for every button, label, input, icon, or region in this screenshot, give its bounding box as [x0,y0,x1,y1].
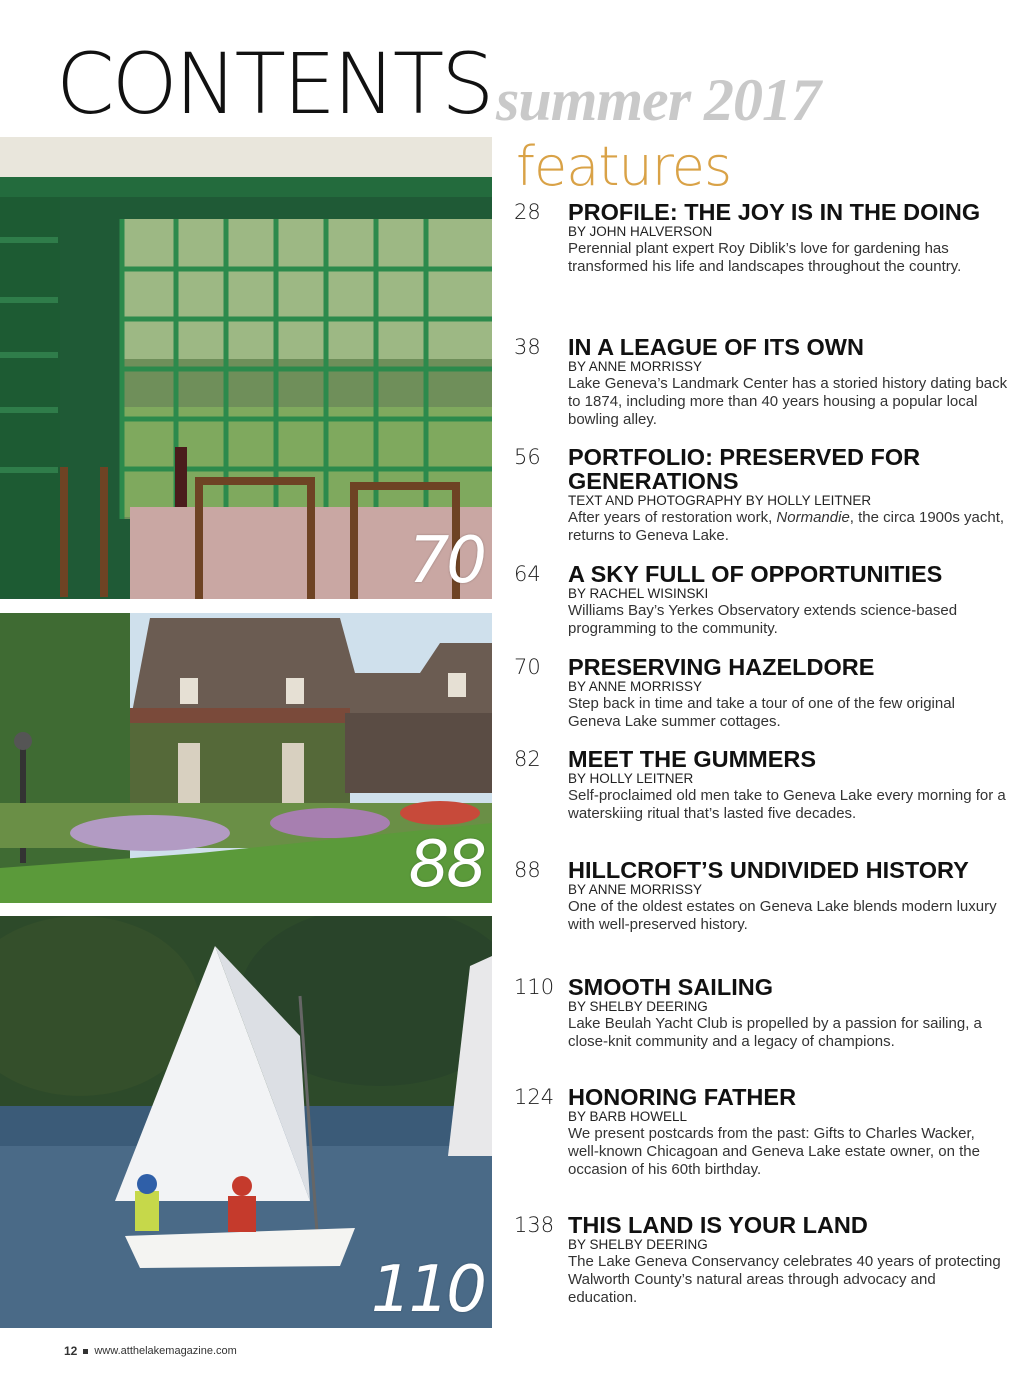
feature-description [568,509,1008,545]
feature-byline: BY JOHN HALVERSON [568,224,713,239]
photo-page-ref: 88 [408,828,484,902]
feature-title[interactable]: THIS LAND IS YOUR LAND [568,1212,868,1238]
feature-title[interactable]: A SKY FULL OF OPPORTUNITIES [568,561,943,587]
feature-byline: BY SHELBY DEERING [568,999,708,1014]
feature-title[interactable]: PORTFOLIO: PRESERVED FOR GENERATIONS [568,444,921,494]
feature-description-prefix: After years of restoration work, [568,509,777,526]
feature-page-number: 38 [514,335,541,359]
feature-byline: BY HOLLY LEITNER [568,771,694,786]
feature-description-suffix: , the circa 1900s yacht, returns to Geneva Lake. [568,509,1005,544]
feature-page-number: 124 [514,1085,555,1109]
feature-description: Self-proclaimed old men take to Geneva Lake every morning for a waterskiing ritual that’s lasted five decades. [568,787,1006,822]
feature-title[interactable]: MEET THE GUMMERS [568,746,817,772]
feature-page-number: 28 [514,200,541,224]
feature-description-italic: Normandie [776,509,850,526]
feature-byline: TEXT AND PHOTOGRAPHY BY HOLLY LEITNER [568,493,872,508]
feature-description: Williams Bay’s Yerkes Observatory extends science-based programming to the community. [568,602,958,637]
feature-description: We present postcards from the past: Gifts to Charles Wacker, well-known Chicagoan and Geneva Lake estate owner, on the occasion of his 60th birthday. [568,1125,980,1178]
feature-page-number: 70 [514,655,541,679]
feature-byline: BY ANNE MORRISSY [568,679,703,694]
feature-page-number: 82 [514,747,541,771]
feature-page-number: 110 [514,975,555,999]
section-heading: features [516,135,732,198]
feature-title[interactable]: SMOOTH SAILING [568,974,773,1000]
feature-title[interactable]: HILLCROFT’S UNDIVIDED HISTORY [568,857,969,883]
issue-label: summer 2017 [496,67,821,133]
feature-page-number: 138 [514,1213,555,1237]
photo-page-ref: 70 [408,524,484,598]
photo-house[interactable] [0,613,492,903]
photo-kitchen[interactable] [0,137,492,599]
feature-byline: BY BARB HOWELL [568,1109,688,1124]
footer-url[interactable]: www.atthelakemagazine.com [94,1345,237,1357]
photo-page-ref: 110 [370,1253,484,1327]
feature-description: Lake Geneva’s Landmark Center has a storied history dating back to 1874, including more than 40 years housing a popular local bowling alley. [568,375,1008,428]
feature-description: One of the oldest estates on Geneva Lake blends modern luxury with well-preserved history. [568,898,997,933]
page-footer [64,1344,237,1358]
square-bullet-icon [83,1349,88,1354]
feature-description: The Lake Geneva Conservancy celebrates 40 years of protecting Walworth County’s natural areas through advocacy and education. [568,1253,1001,1306]
feature-title[interactable]: PROFILE: THE JOY IS IN THE DOING [568,199,981,225]
feature-page-number: 56 [514,445,541,469]
feature-byline: BY SHELBY DEERING [568,1237,708,1252]
feature-byline: BY ANNE MORRISSY [568,882,703,897]
photo-sail[interactable] [0,916,492,1328]
feature-description: Lake Beulah Yacht Club is propelled by a passion for sailing, a close-knit community and a legacy of champions. [568,1015,982,1050]
feature-byline: BY RACHEL WISINSKI [568,586,709,601]
feature-page-number: 64 [514,562,541,586]
feature-byline: BY ANNE MORRISSY [568,359,703,374]
page-title: CONTENTS [56,35,492,133]
feature-title[interactable]: HONORING FATHER [568,1084,797,1110]
feature-title[interactable]: IN A LEAGUE OF ITS OWN [568,334,864,360]
footer-page-number: 12 [64,1344,78,1358]
feature-page-number: 88 [514,858,541,882]
feature-description: Perennial plant expert Roy Diblik’s love for gardening has transformed his life and landscapes throughout the country. [568,240,962,275]
feature-title[interactable]: PRESERVING HAZELDORE [568,654,875,680]
feature-description: Step back in time and take a tour of one of the few original Geneva Lake summer cottages. [568,695,955,730]
